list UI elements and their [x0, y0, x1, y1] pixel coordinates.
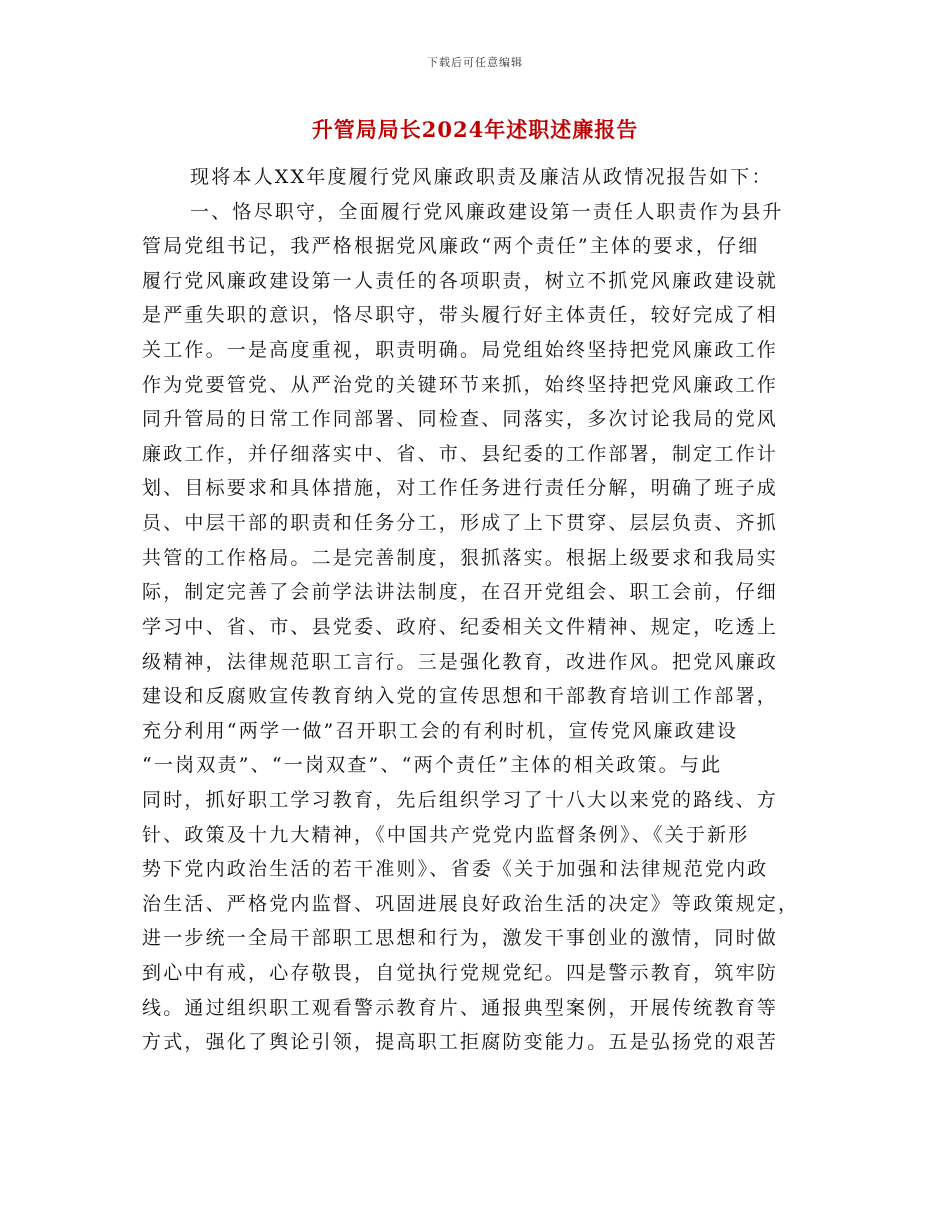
page-header: 下载后可任意编辑 — [427, 56, 523, 69]
paragraph-line: 到心中有戒，心存敬畏，自觉执行党规党纪。四是警示教育，筑牢防 — [142, 962, 779, 985]
paragraph-line: 作为党要管党、从严治党的关键环节来抓，始终坚持把党风廉政工作 — [142, 373, 779, 396]
paragraph-line: 管局党组书记，我严格根据党风廉政“两个责任”主体的要求，仔细 — [142, 235, 760, 258]
paragraph-line: 方式，强化了舆论引领，提高职工拒腐防变能力。五是弘扬党的艰苦 — [142, 1031, 779, 1054]
paragraph-line: 学习中、省、市、县党委、政府、纪委相关文件精神、规定，吃透上 — [142, 615, 779, 638]
paragraph-line: 线。通过组织职工观看警示教育片、通报典型案例，开展传统教育等 — [142, 996, 779, 1019]
paragraph-line: 针、政策及十九大精神，《中国共产党党内监督条例》、《关于新形 — [142, 823, 750, 846]
paragraph-line: “一岗双责”、“一岗双查”、“两个责任”主体的相关政策。与此 — [142, 754, 723, 777]
paragraph-line: 治生活、严格党内监督、巩固进展良好政治生活的决定》等政策规定， — [142, 892, 800, 915]
paragraph-line: 共管的工作格局。二是完善制度，狠抓落实。根据上级要求和我局实 — [142, 546, 779, 569]
report-body — [142, 160, 822, 1060]
paragraph-line: 建设和反腐败宣传教育纳入党的宣传思想和干部教育培训工作部署， — [142, 685, 779, 708]
paragraph-line: 同时，抓好职工学习教育，先后组织学习了十八大以来党的路线、方 — [142, 788, 779, 811]
paragraph-line: 是严重失职的意识，恪尽职守，带头履行好主体责任，较好完成了相 — [142, 304, 779, 327]
paragraph-line: 进一步统一全局干部职工思想和行为，激发干事创业的激情，同时做 — [142, 927, 779, 950]
paragraph-intro: 现将本人XX年度履行党风廉政职责及廉洁从政情况报告如下： — [190, 166, 773, 188]
document-title: 升管局局长2024年述职述廉报告 — [311, 117, 639, 142]
paragraph-line: 一、恪尽职守，全面履行党风廉政建设第一责任人职责作为县升 — [190, 200, 784, 223]
paragraph-line: 际，制定完善了会前学法讲法制度，在召开党组会、职工会前，仔细 — [142, 581, 779, 604]
paragraph-line: 履行党风廉政建设第一人责任的各项职责，树立不抓党风廉政建设就 — [142, 269, 779, 292]
paragraph-line: 廉政工作，并仔细落实中、省、市、县纪委的工作部署，制定工作计 — [142, 442, 779, 465]
paragraph-line: 同升管局的日常工作同部署、同检查、同落实，多次讨论我局的党风 — [142, 408, 779, 431]
paragraph-line: 级精神，法律规范职工言行。三是强化教育，改进作风。把党风廉政 — [142, 650, 779, 673]
paragraph-line: 势下党内政治生活的若干准则》、省委《关于加强和法律规范党内政 — [142, 858, 769, 881]
paragraph-line: 关工作。一是高度重视，职责明确。局党组始终坚持把党风廉政工作 — [142, 339, 779, 362]
paragraph-line: 充分利用“两学一做”召开职工会的有利时机，宣传党风廉政建设 — [142, 719, 739, 742]
paragraph-line: 员、中层干部的职责和任务分工，形成了上下贯穿、层层负责、齐抓 — [142, 512, 779, 535]
paragraph-line: 划、目标要求和具体措施，对工作任务进行责任分解，明确了班子成 — [142, 477, 779, 500]
